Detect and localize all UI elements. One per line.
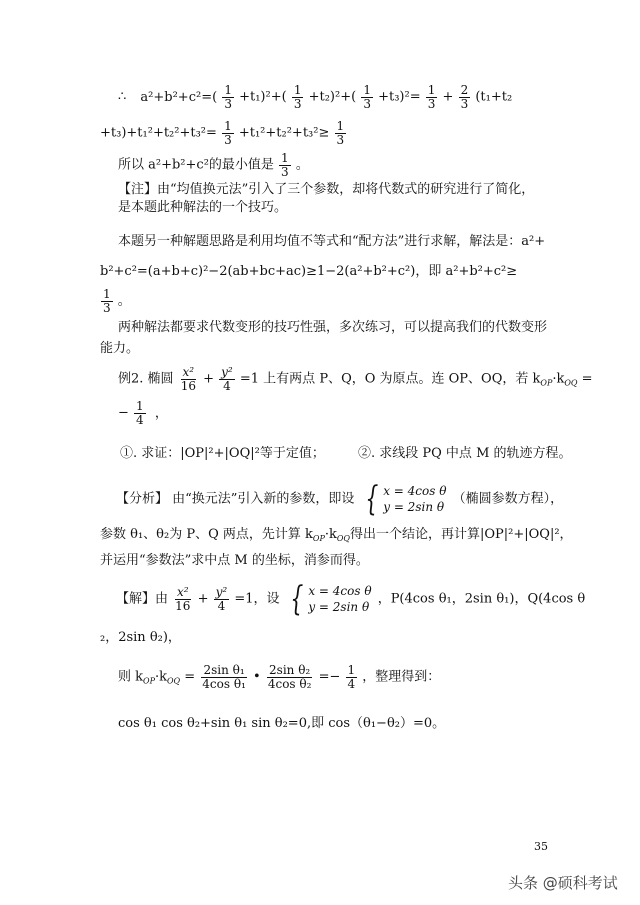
watermark: 头条 @硕科考试 xyxy=(508,874,618,892)
fraction-one-quarter: $\frac{1}{4}$ xyxy=(136,399,144,427)
fraction-one-third: $\frac{1}{3}$ xyxy=(224,83,232,111)
equation-line-1: ∴ a²+b²+c²=( $\frac{1}{3}$ +t₁)²+( $\frac{1}{3}$ +t₂)²+( $\frac{1}{3}$ +t₃)²= $\frac{1}{3}$ + $\frac{2}{3}$ (t₁+t₂ xyxy=(118,83,513,111)
analysis-line-2: 参数 θ₁、θ₂为 P、Q 两点，先计算 $k_{OP}\cdot k_{OQ}$得出一个结论，再计算|OP|²+|OQ|²， xyxy=(100,527,573,543)
fraction-one-quarter: $\frac{1}{4}$ xyxy=(347,663,356,691)
fraction-x2-16: $\frac{\text{x²}}{16}$ xyxy=(175,584,191,613)
fraction-y2-4: $\frac{\text{y²}}{4}$ xyxy=(215,584,228,613)
fraction-one-third: $\frac{1}{3}$ xyxy=(281,151,289,179)
summary-line-1: 两种解法都要求代数变形的技巧性强，多次练习，可以提高我们的代数变形 xyxy=(118,320,548,335)
fraction-tan-theta-1: $\frac{\text{2sin θ₁}}{\text{4cos θ₁}}$ xyxy=(202,663,246,691)
fraction-one-third: $\frac{1}{3}$ xyxy=(293,83,302,111)
analysis-line-1: 【分析】 由“换元法”引入新的参数，即设 { x = 4cos θ y = 2sin θ （椭圆参数方程）， xyxy=(116,479,564,519)
fraction-one-third: $\frac{1}{3}$ xyxy=(224,119,232,147)
solution-line-2: ₂，2sin θ₂)， xyxy=(100,630,181,645)
equation-line-2: +t₃)+t₁²+t₂²+t₃²= $\frac{1}{3}$ +t₁²+t₂²+t₃²≥ $\frac{1}{3}$ xyxy=(100,119,345,147)
fraction-x2-16: $\frac{\text{x²}}{16}$ xyxy=(180,365,196,393)
minimum-value-line: 所以 a²+b²+c²的最小值是 $\frac{1}{3}$ 。 xyxy=(118,151,309,179)
left-brace-icon: { xyxy=(290,579,303,619)
solution-line-1: 【解】由 $\frac{\text{x²}}{16}$ + $\frac{\text{y²}}{4}$ =1，设 { x = 4cos θ y = 2sin θ ，P(4cos θ₁，2sin θ₁)，Q(4cos θ xyxy=(116,579,586,619)
note-line-1: 【注】由“均值换元法”引入了三个参数，却将代数式的研究进行了简化， xyxy=(118,182,535,197)
example-2-line-2: − $\frac{1}{4}$ ， xyxy=(118,399,168,427)
alt-line-2: b²+c²=(a+b+c)²−2(ab+bc+ac)≥1−2(a²+b²+c²)，即 a²+b²+c²≥ xyxy=(100,264,518,279)
fraction-one-third: $\frac{1}{3}$ xyxy=(427,83,436,111)
summary-line-2: 能力。 xyxy=(100,341,140,356)
part-2: ②. 求线段 PQ 中点 M 的轨迹方程。 xyxy=(358,446,572,461)
parametric-system: { x = 4cos θ y = 2sin θ xyxy=(364,479,447,519)
fraction-tan-theta-2: $\frac{\text{2sin θ₂}}{\text{4cos θ₂}}$ xyxy=(267,663,312,691)
fraction-one-third: $\frac{1}{3}$ xyxy=(336,119,345,147)
parametric-system: { x = 4cos θ y = 2sin θ xyxy=(290,579,372,619)
example-2-line-1: 例2. 椭圆 $\frac{\text{x²}}{16}$ + $\frac{\text{y²}}{4}$ =1 上有两点 P、Q，O 为原点。连 OP、OQ，若 $k_{OP}\cdot k_{OQ}$ = xyxy=(118,365,593,393)
fraction-two-thirds: $\frac{2}{3}$ xyxy=(460,83,469,111)
solution-line-3: 则 $k_{OP}\cdot k_{OQ}$ = $\frac{\text{2sin θ₁}}{\text{4cos θ₁}}$ • $\frac{\text{2sin θ₂}}{\text{4cos θ₂}}$ =− $\frac{1}{4}$ ，整理得到： xyxy=(118,663,441,691)
solution-line-4: cos θ₁ cos θ₂+sin θ₁ sin θ₂=0,即 cos（θ₁−θ₂）=0。 xyxy=(118,716,446,731)
page-number: 35 xyxy=(534,840,548,853)
alt-line-3: $\frac{1}{3}$ 。 xyxy=(103,287,131,315)
part-1: ①. 求证：|OP|²+|OQ|²等于定值； xyxy=(120,446,325,461)
note-line-2: 是本题此种解法的一个技巧。 xyxy=(118,200,288,215)
fraction-y2-4: $\frac{\text{y²}}{4}$ xyxy=(221,365,233,393)
fraction-one-third: $\frac{1}{3}$ xyxy=(363,83,371,111)
fraction-one-third: $\frac{1}{3}$ xyxy=(103,287,111,315)
alt-line-1: 本题另一种解题思路是利用均值不等式和“配方法”进行求解，解法是：a²+ xyxy=(118,234,546,249)
left-brace-icon: { xyxy=(364,479,378,519)
analysis-line-3: 并运用“参数法”求中点 M 的坐标，消参而得。 xyxy=(100,553,369,568)
